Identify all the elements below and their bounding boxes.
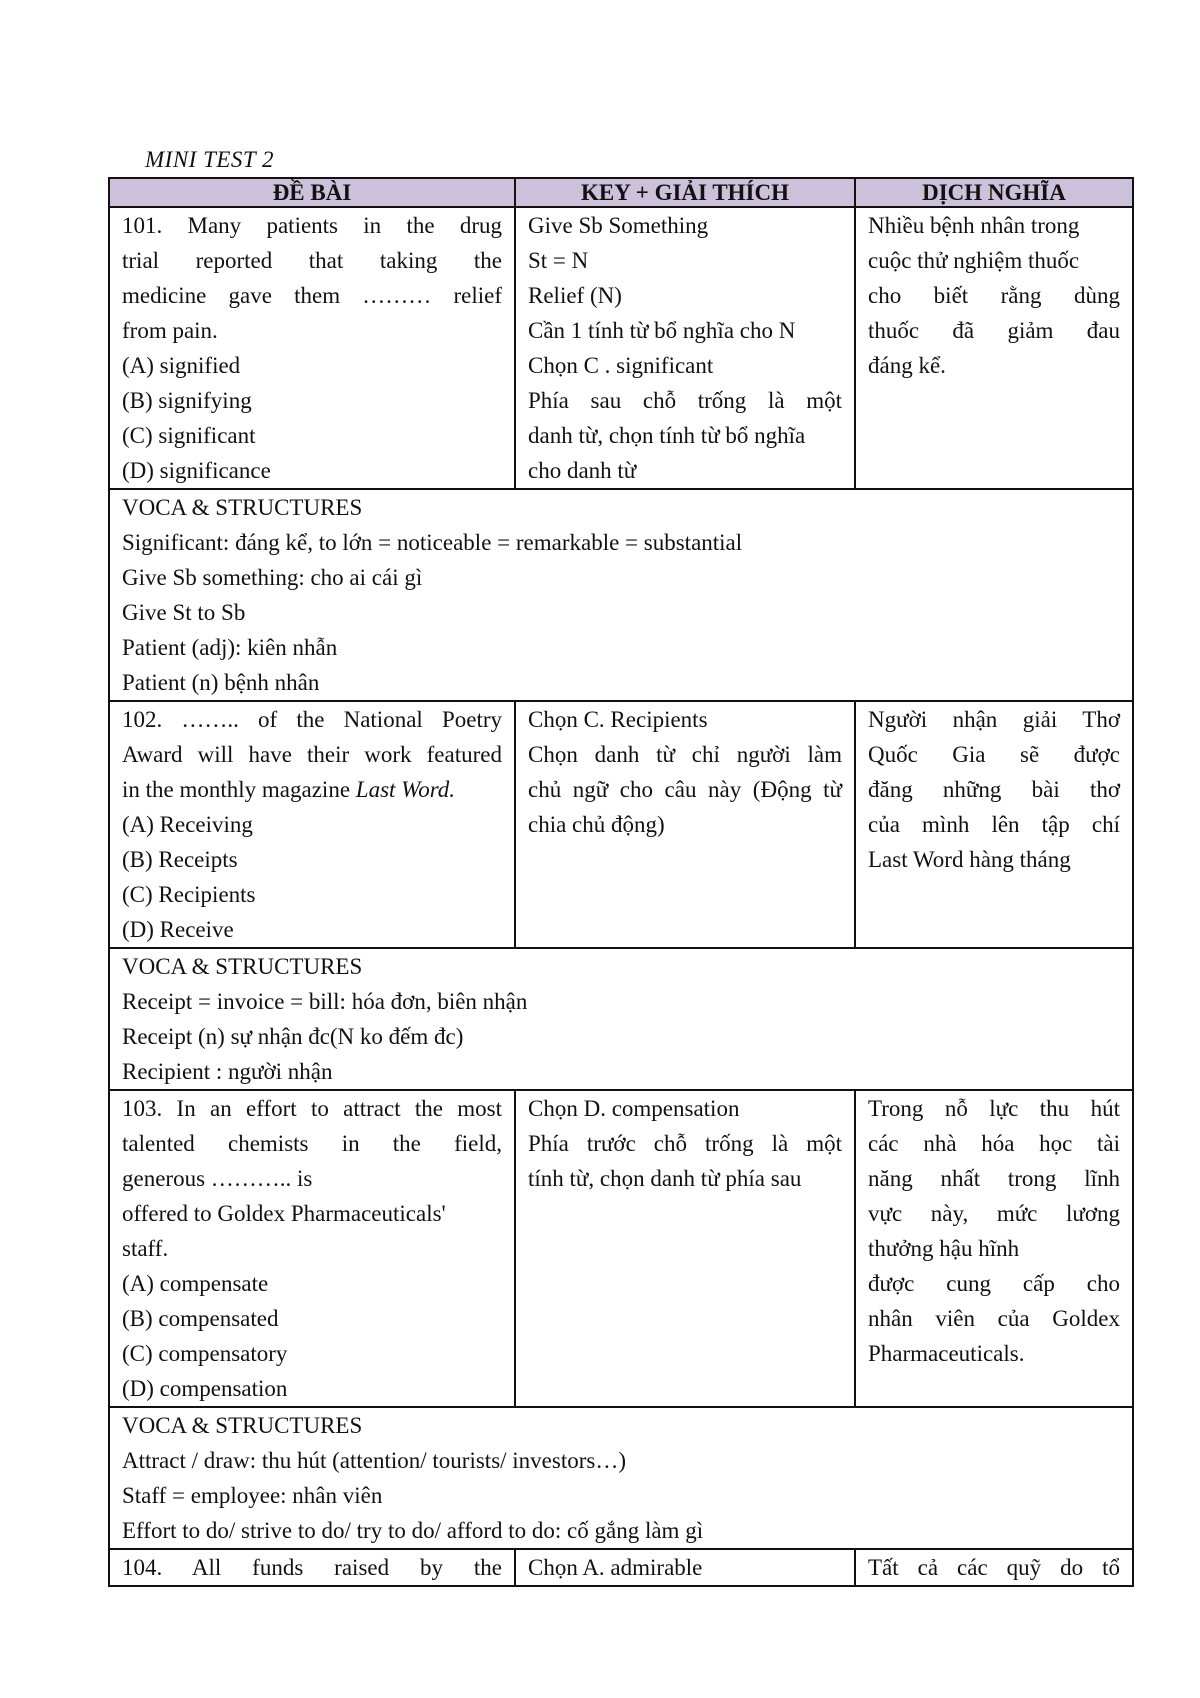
question-line: offered to Goldex Pharmaceuticals': [122, 1201, 446, 1226]
question-row-103: [109, 1090, 1133, 1407]
option-a: (A) signified: [122, 353, 241, 378]
key-line: Chọn C . significant: [528, 353, 714, 378]
key-line: Give Sb Something: [528, 213, 709, 238]
question-cell-104: [109, 1549, 515, 1586]
voca-line: Recipient : người nhận: [122, 1059, 333, 1084]
voca-line: Significant: đáng kể, to lớn = noticeable = remarkable = substantial: [122, 530, 743, 555]
question-line: 103. In an effort to attract the most: [122, 1096, 502, 1121]
key-line: Chọn danh từ chỉ người làm: [528, 742, 842, 767]
question-line: generous ……….. is: [122, 1166, 313, 1191]
translation-cell-104: [855, 1549, 1133, 1586]
question-cell-101: [109, 207, 515, 489]
voca-heading: VOCA & STRUCTURES: [122, 495, 363, 520]
translation-line: Pharmaceuticals.: [868, 1341, 1025, 1366]
translation-cell-103: [855, 1090, 1133, 1407]
key-line: danh từ, chọn tính từ bổ nghĩa: [528, 423, 806, 448]
voca-row-101: [109, 489, 1133, 701]
voca-row-102: [109, 948, 1133, 1090]
question-row-101: [109, 207, 1133, 489]
question-line: [122, 772, 502, 807]
voca-line: Patient (n) bệnh nhân: [122, 670, 320, 695]
voca-cell-101: [109, 489, 1133, 701]
question-line: medicine gave them ……… relief: [122, 283, 502, 308]
voca-heading: VOCA & STRUCTURES: [122, 954, 363, 979]
key-cell-104: [515, 1549, 855, 1586]
voca-row-103: [109, 1407, 1133, 1549]
key-line: Chọn D. compensation: [528, 1096, 740, 1121]
translation-line: cuộc thử nghiệm thuốc: [868, 248, 1080, 273]
voca-heading: VOCA & STRUCTURES: [122, 1413, 363, 1438]
translation-line: của mình lên tập chí: [868, 812, 1120, 837]
option-a: (A) Receiving: [122, 812, 253, 837]
key-cell-101: [515, 207, 855, 489]
question-line: Award will have their work featured: [122, 742, 502, 767]
key-line: Cần 1 tính từ bổ nghĩa cho N: [528, 318, 796, 343]
voca-line: Patient (adj): kiên nhẫn: [122, 635, 338, 660]
header-key: KEY + GIẢI THÍCH: [515, 178, 855, 207]
option-d: (D) Receive: [122, 917, 234, 942]
key-line: St = N: [528, 248, 589, 273]
translation-line: thuốc đã giảm đau: [868, 318, 1120, 343]
voca-line: Give Sb something: cho ai cái gì: [122, 565, 423, 590]
key-line: cho danh từ: [528, 458, 637, 483]
translation-line: Tất cả các quỹ do tổ: [868, 1555, 1120, 1580]
voca-line: Staff = employee: nhân viên: [122, 1483, 383, 1508]
question-text: in the monthly magazine: [122, 777, 356, 802]
option-a: (A) compensate: [122, 1271, 269, 1296]
question-cell-102: [109, 701, 515, 948]
question-row-104: [109, 1549, 1133, 1586]
header-dich-nghia: DỊCH NGHĨA: [855, 178, 1133, 207]
translation-line: Người nhận giải Thơ: [868, 707, 1120, 732]
question-line: from pain.: [122, 318, 218, 343]
header-row: [109, 178, 1133, 207]
option-c: (C) compensatory: [122, 1341, 288, 1366]
key-cell-102: [515, 701, 855, 948]
voca-line: Give St to Sb: [122, 600, 246, 625]
translation-line: Trong nỗ lực thu hút: [868, 1096, 1120, 1121]
voca-cell-103: [109, 1407, 1133, 1549]
voca-line: Effort to do/ strive to do/ try to do/ afford to do: cố gắng làm gì: [122, 1518, 704, 1543]
translation-line: Nhiều bệnh nhân trong: [868, 213, 1080, 238]
question-cell-103: [109, 1090, 515, 1407]
translation-cell-101: [855, 207, 1133, 489]
key-line: Chọn C. Recipients: [528, 707, 708, 732]
voca-line: Attract / draw: thu hút (attention/ tourists/ investors…): [122, 1448, 627, 1473]
answer-table: [108, 177, 1134, 1587]
option-d: (D) significance: [122, 458, 271, 483]
key-cell-103: [515, 1090, 855, 1407]
translation-line: Quốc Gia sẽ được: [868, 742, 1120, 767]
option-b: (B) signifying: [122, 388, 252, 413]
translation-line: đăng những bài thơ: [868, 777, 1120, 802]
header-de-bai: ĐỀ BÀI: [109, 178, 515, 207]
option-b: (B) Receipts: [122, 847, 238, 872]
translation-line: vực này, mức lương: [868, 1201, 1120, 1226]
voca-cell-102: [109, 948, 1133, 1090]
translation-line: nhân viên của Goldex: [868, 1306, 1120, 1331]
question-line: talented chemists in the field,: [122, 1131, 502, 1156]
question-line: 104. All funds raised by the: [122, 1555, 502, 1580]
translation-line: cho biết rằng dùng: [868, 283, 1120, 308]
key-line: Phía trước chỗ trống là một: [528, 1131, 842, 1156]
translation-line: được cung cấp cho: [868, 1271, 1120, 1296]
question-line: staff.: [122, 1236, 169, 1261]
translation-line: đáng kể.: [868, 353, 946, 378]
translation-cell-102: [855, 701, 1133, 948]
key-line: Relief (N): [528, 283, 622, 308]
key-line: Phía sau chỗ trống là một: [528, 388, 842, 413]
page-title: MINI TEST 2: [145, 147, 275, 172]
option-c: (C) Recipients: [122, 882, 256, 907]
option-d: (D) compensation: [122, 1376, 288, 1401]
translation-line: các nhà hóa học tài: [868, 1131, 1120, 1156]
translation-line: năng nhất trong lĩnh: [868, 1166, 1120, 1191]
key-line: chia chủ động): [528, 812, 665, 837]
key-line: Chọn A. admirable: [528, 1555, 703, 1580]
voca-line: Receipt (n) sự nhận đc(N ko đếm đc): [122, 1024, 464, 1049]
option-c: (C) significant: [122, 423, 256, 448]
translation-line: thưởng hậu hĩnh: [868, 1236, 1020, 1261]
question-line: 102. …….. of the National Poetry: [122, 707, 502, 732]
question-line: trial reported that taking the: [122, 248, 502, 273]
magazine-title: Last Word.: [355, 777, 456, 802]
question-row-102: [109, 701, 1133, 948]
key-line: chủ ngữ cho câu này (Động từ: [528, 777, 842, 802]
voca-line: Receipt = invoice = bill: hóa đơn, biên nhận: [122, 989, 528, 1014]
question-line: 101. Many patients in the drug: [122, 213, 502, 238]
option-b: (B) compensated: [122, 1306, 279, 1331]
key-line: tính từ, chọn danh từ phía sau: [528, 1166, 802, 1191]
translation-line: Last Word hàng tháng: [868, 847, 1071, 872]
